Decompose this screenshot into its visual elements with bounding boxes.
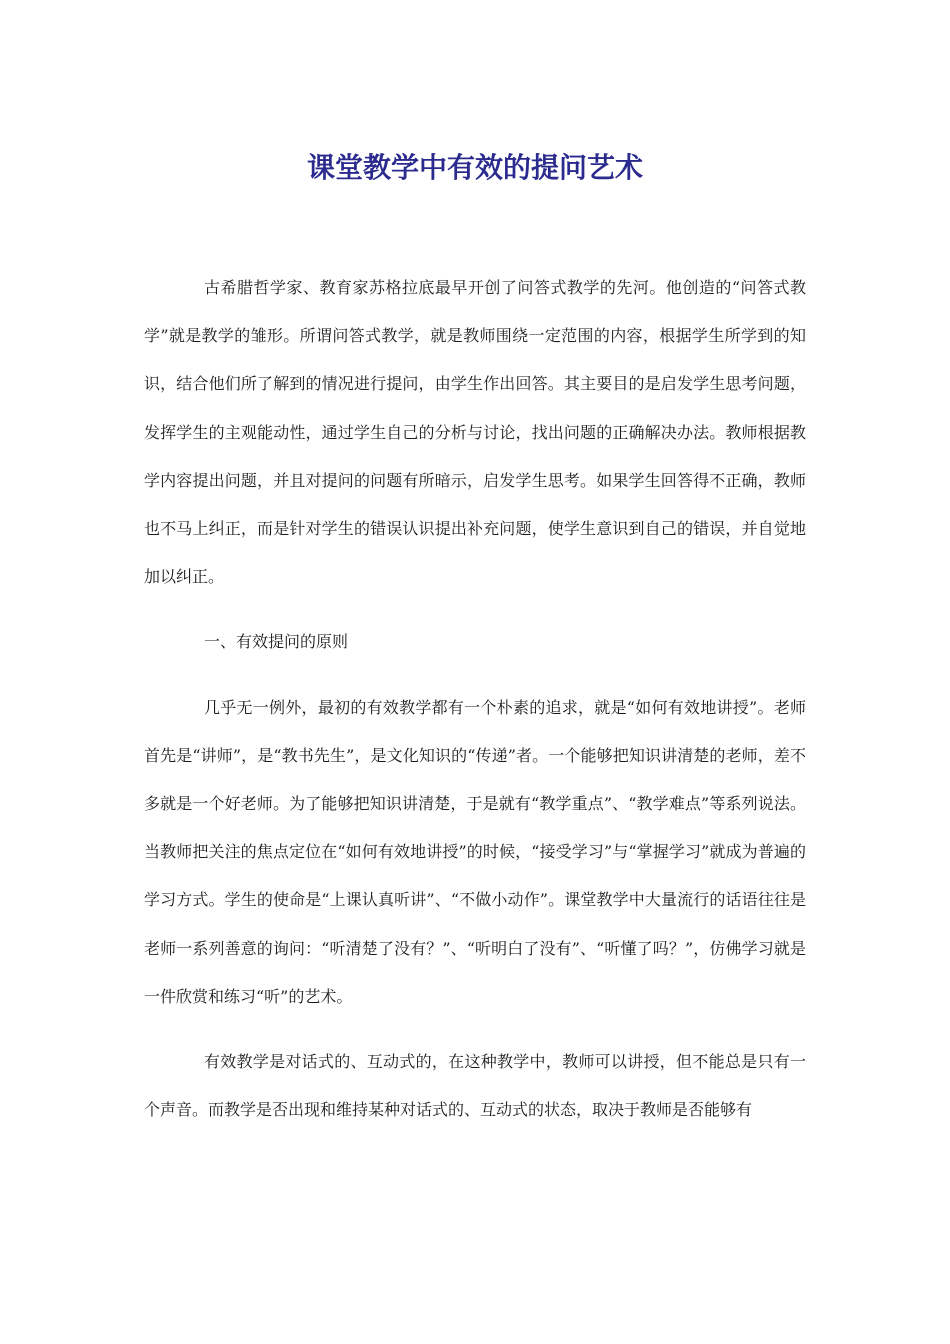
paragraph-lecture: 几乎无一例外，最初的有效教学都有一个朴素的追求，就是“如何有效地讲授”。老师首先是“讲师”，是“教书先生”，是文化知识的“传递”者。一个能够把知识讲清楚的老师，差不多就是一个好老师。为了能够把知识讲清楚，于是就有“教学重点”、“教学难点”等系列说法。当教师把关注的焦点定位在“如何有效地讲授”的时候，“接受学习”与“掌握学习”就成为普遍的学习方式。学生的使命是“上课认真听讲”、“不做小动作”。课堂教学中大量流行的话语往往是老师一系列善意的询问：“听清楚了没有？”、“听明白了没有”、“听懂了吗？”，仿佛学习就是一件欣赏和练习“听”的艺术。 xyxy=(144,697,806,1006)
section-heading-principles: 一、有效提问的原则 xyxy=(204,632,349,652)
document-body xyxy=(144,264,806,1134)
paragraph-dialogue: 有效教学是对话式的、互动式的，在这种教学中，教师可以讲授，但不能总是只有一个声音。而教学是否出现和维持某种对话式的、互动式的状态，取决于教师是否能够有 xyxy=(144,1052,806,1120)
document-title: 课堂教学中有效的提问艺术 xyxy=(306,151,643,184)
paragraph-intro: 古希腊哲学家、教育家苏格拉底最早开创了问答式教学的先河。他创造的“问答式教学”就是教学的雏形。所谓问答式教学，就是教师围绕一定范围的内容，根据学生所学到的知识，结合他们所了解到的情况进行提问，由学生作出回答。其主要目的是启发学生思考问题，发挥学生的主观能动性，通过学生自己的分析与讨论，找出问题的正确解决办法。教师根据教学内容提出问题，并且对提问的问题有所暗示，启发学生思考。如果学生回答得不正确，教师也不马上纠正，而是针对学生的错误认识提出补充问题，使学生意识到自己的错误，并自觉地加以纠正。 xyxy=(144,278,806,587)
